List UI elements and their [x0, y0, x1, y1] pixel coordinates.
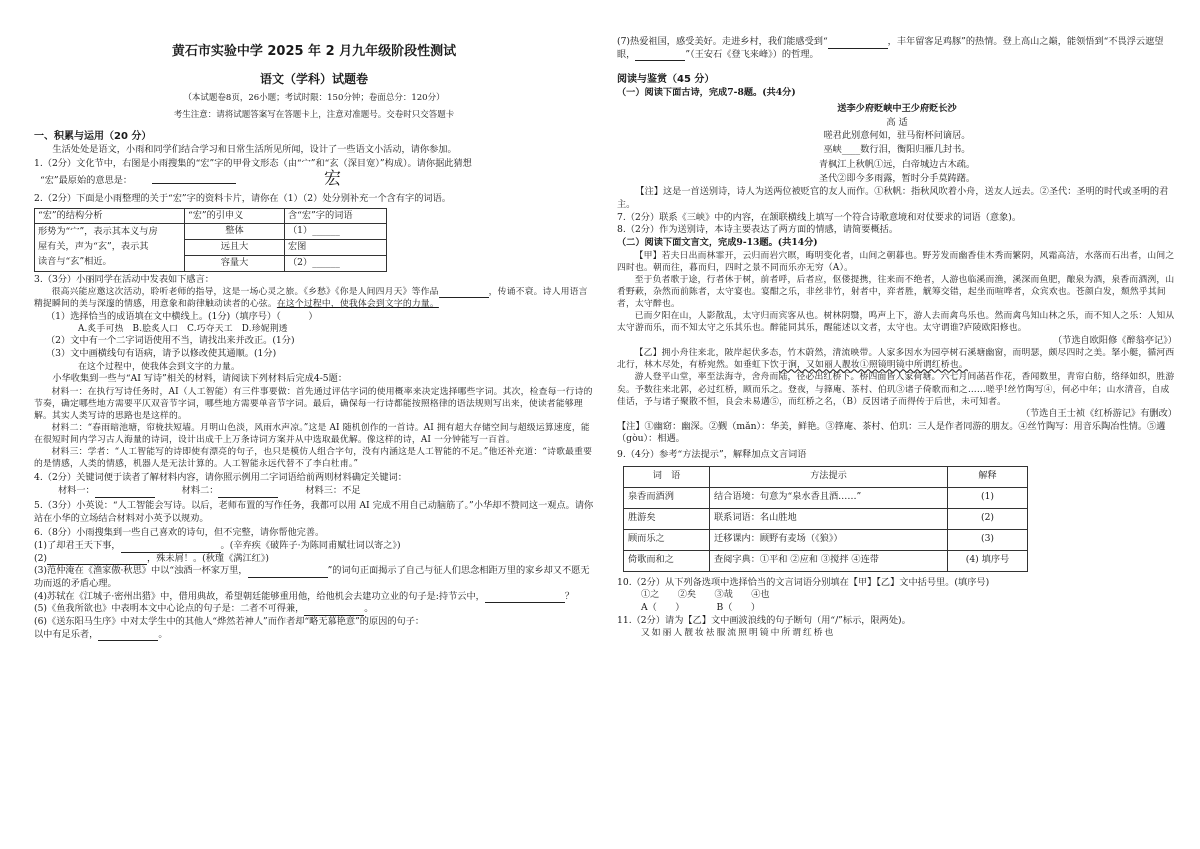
passage-jia-3: 已而夕阳在山，人影散乱，太守归而宾客从也。树林阴翳，鸣声上下，游人去而禽鸟乐也。然而禽鸟知山林之乐，而不知人之乐：人知从太守游而乐，而不知太守之乐其乐也。醉能同其乐，醒能述以文者，太守也。太守谓谁?庐陵欧阳修也。 [617, 311, 1175, 334]
exam-subtitle: 语文（学科）试题卷 [259, 71, 368, 86]
question-4-keywords [58, 485, 594, 498]
table-row [624, 487, 1028, 508]
question-9-table [623, 466, 1028, 572]
passage-yi-1 [617, 347, 1177, 371]
question-1-prompt: “宏”最原始的意思是： [40, 175, 133, 187]
table-cell-answer[interactable]: (3) [948, 529, 1028, 550]
section-2-heading: 阅读与鉴赏（45 分） [617, 74, 715, 86]
question-3-quote: 在这个过程中，使我体会到文字的力量。 [78, 361, 240, 372]
table-cell-tip: 迁移课内：顾野有麦场（《狼》） [710, 529, 948, 550]
subsection-1-heading: （一）阅读下面古诗，完成7-8题。(共4分) [617, 87, 796, 99]
q6-3-blank[interactable] [248, 569, 328, 578]
analysis-line: 读音与“玄”相近。 [38, 255, 112, 267]
table-cell-word: 宏图 [285, 240, 387, 256]
passage-yi-note: 【注】①幽窈：幽深。②觐（mǎn）：华美，鲜艳。③箨庵、茶村、伯玑：三人是作者同游的朋友。④丝竹陶写：用音乐陶冶性情。⑤遘（gòu）：相遇。 [617, 420, 1166, 445]
right-column [617, 36, 1177, 639]
question-9: 9.（4分）参考“方法提示”，解释加点文言词语 [617, 448, 807, 460]
question-3-sub-1: （1）选择恰当的成语填在文中横线上。(1分)（填序号）（ ） [46, 310, 318, 322]
q6-6-text: (6)《送东阳马生序》中对太学生中的其他人“烨然若神人”而作者却“略无慕艳意”的原因的句子： [34, 616, 425, 627]
table-header: “宏”的引申义 [185, 208, 285, 224]
q4-label-3: 材料三：不足 [305, 485, 361, 497]
q3-text-2: 诵不衰。诗人用语言精捉瞬间的美与深邃的情感，用意象和韵律触动读者的心弦。 [34, 287, 588, 310]
q3-underlined-sentence: 在这个过程中，使我体会到文字的 [276, 299, 412, 310]
exam-notice: 考生注意：请将试题答案写在答题卡上，注意对准题号。交卷时只交答题卡 [173, 110, 455, 121]
q3-underlined-sentence-end: 力量。 [411, 299, 439, 310]
q6-4-text: (4)苏轼在《江城子·密州出猎》中，借用典故，希望朝廷能够重用他，给他机会去建功立业的句子是:持节云中， [34, 590, 485, 602]
table-cell-analysis [35, 224, 185, 271]
q4-label-2: 材料二： [181, 485, 219, 497]
q6-2-blank[interactable] [47, 556, 147, 565]
table-cell-word[interactable]: （2）______ [285, 255, 387, 271]
question-6-1 [34, 540, 594, 553]
poem-line: 巫峡____数行泪，衡阳归雁几封书。 [823, 144, 971, 156]
q4-5-intro: 小华收集到一些与“AI 写诗”相关的材料，请阅读下列材料后完成4-5题： [52, 372, 348, 384]
q6-1-source: 。(辛弃疾《破阵子·为陈同甫赋壮词以寄之》) [220, 539, 401, 551]
question-11-sentence[interactable]: 又如丽人靓妆袪服流照明镜中所谓红桥也 [641, 628, 836, 639]
yi-text-1: 【乙】拥小舟往来北，陂岸起伏多态，竹木蔚然，清流映带。人家多因水为园亭树石溪塘幽窗，而明瑟，颇尽四时之美。拏小艇，循河西北行，林木尽处，有桥宛然。如垂虹下饮 [617, 348, 1175, 371]
table-cell-answer[interactable]: (4) 填序号 [948, 550, 1028, 571]
table-header: 词 语 [624, 466, 710, 487]
q6-2-text: (2) [34, 552, 48, 564]
poem-line: 嗟君此别意何如，驻马衔杯问谪居。 [823, 130, 971, 142]
q3-blank[interactable] [439, 290, 489, 299]
question-8: 8.（2分）作为送别诗，本诗主要表达了两方面的情感，请简要概括。 [617, 224, 899, 236]
table-cell-meaning: 远且大 [185, 240, 285, 256]
oracle-glyph-icon: 宏 [324, 169, 341, 190]
source-yi: （节选自王士祯《红桥游记》有删改） [1020, 407, 1177, 419]
table-header: 方法提示 [710, 466, 948, 487]
table-cell-word[interactable]: （1）______ [285, 224, 387, 240]
table-cell-tip: 联系词语：名山胜地 [710, 508, 948, 529]
q6-5-blank[interactable] [304, 607, 364, 616]
passage-jia-2: 至于负者歌于途，行者休于树，前者呼，后者应，伛偻提携，往来而不绝者，人游也临溪而渔，溪深而鱼肥，酿泉为酒，泉香而酒洌，山肴野蔌，杂然而前陈者，太守宴也。宴酣之乐，非丝非竹，射者中，弈者胜，觥筹交错，起坐而喧哗者，众宾欢也。苍颜白发，颓然乎其间者，太守醉也。 [617, 274, 1175, 310]
subsection-2-heading: （二）阅读下面文言文，完成9-13题。(共14分) [617, 236, 818, 248]
poem-title: 送李少府贬峡中王少府贬长沙 [837, 102, 957, 114]
question-6: 6.（8分）小雨搜集到一些自己喜欢的诗句，但不完整，请你帮他完善。 [34, 527, 325, 539]
table-row [624, 550, 1028, 571]
poem-note: 【注】这是一首送别诗，诗人为送两位被贬官的友人而作。①秋帆：指秋风吹着小舟，送友人远去。②圣代：圣明的时代或圣明的君主。 [617, 186, 1169, 210]
table-cell-word: 顾而乐之 [624, 529, 710, 550]
q6-5-tail: 。 [364, 603, 374, 615]
question-10-answers[interactable]: A（ ） B（ ） [641, 601, 761, 613]
table-cell-meaning: 容量大 [185, 255, 285, 271]
material-1: 材料一：在执行写诗任务时，AI（人工智能）有三件事要做：首先通过评估字词的使用概率来决定选择哪些字词。其次，检查每一行诗的节奏，确定哪些地方需要平仄双音节字词，哪些地方需要单音节字词。最后，确保每一行诗都能按照格律的语法规则写出来，使读者能够理解。其实人类写诗的思路也是这样的。 [34, 386, 593, 421]
q6-7-blank-2[interactable] [635, 52, 685, 61]
poem-line: 圣代②即今多雨露，暂时分手莫踌躇。 [818, 172, 976, 184]
question-6-6 [34, 616, 594, 629]
exam-title: 黄石市实验中学 2025 年 2 月九年级阶段性测试 [171, 44, 457, 59]
q6-6-text-b: 以中有足乐者， [34, 628, 99, 640]
table-row [624, 508, 1028, 529]
left-column [34, 36, 594, 641]
table-header: “宏”的结构分析 [35, 208, 185, 224]
section-1-heading: 一、积累与运用（20 分） [34, 130, 152, 142]
q6-5-text: (5)《鱼我所欲也》中表明本文中心论点的句子是：二者不可得兼， [34, 603, 305, 615]
table-cell-tip: 查阅字典：①平和 ②应和 ③搅拌 ④连带 [710, 550, 948, 571]
source-jia: （节选自欧阳修《醉翁亭记》） [1052, 334, 1177, 346]
table-header: 解释 [948, 466, 1028, 487]
q4-label-1: 材料一： [58, 485, 95, 497]
exam-note: （本试题卷8页，26小题；考试时限：150分钟；卷面总分：120分） [183, 93, 445, 104]
table-cell-word: 倚歌而和之 [624, 550, 710, 571]
question-1-answer-row [34, 171, 594, 191]
table-cell-answer[interactable]: (2) [948, 508, 1028, 529]
question-3-passage [34, 286, 594, 310]
poem-author: 高 适 [886, 116, 908, 128]
question-3-sub-2: （2）文中有一个二字词语使用不当，请找出来并改正。(1分) [46, 335, 295, 347]
passage-jia-1: 【甲】若夫日出而林霏开，云归而岩穴暝，晦明变化者，山间之朝暮也。野芳发而幽香佳木秀而繁阴，风霜高洁，水落而石出者，山间之四时也。朝而往，暮而归，四时之景不同而乐亦无穷（A）。 [617, 250, 1175, 273]
q6-4-blank[interactable] [485, 594, 565, 603]
question-6-3 [34, 565, 594, 590]
q6-7-tail: ”（王安石《登飞来峰》）的哲理。 [685, 48, 819, 60]
analysis-line: 形势为“宀”，表示其本义与房 [38, 226, 158, 238]
hong-table [34, 208, 387, 272]
question-10-options: ①之 ②矣 ③哉 ④也 [641, 589, 770, 601]
q6-1-blank[interactable] [121, 543, 221, 552]
table-cell-word: 泉香而酒洌 [624, 487, 710, 508]
q6-3-text: (3)范仲淹在《渔家傲·秋思》中以“浊酒一杯家万里， [34, 565, 248, 577]
q6-3-tail: ”的词句正面揭示了自己与征人们思念相距万里的家乡却又不愿无功而返的矛盾心理。 [34, 565, 590, 589]
question-6-6b [34, 629, 594, 642]
question-3-sub-3: （3）文中画横线句有语病，请予以修改使其通顺。(1分) [46, 348, 277, 360]
q6-2-source: ，殊未屑！。(秋瑾《满江红》) [147, 552, 270, 564]
question-10: 10.（2分）从下列备选项中选择恰当的文言词语分别填在【甲】【乙】文中括号里。(填序号) [617, 576, 990, 588]
question-7: 7.（2分）联系《三峡》中的内容，在颔联横线上填写一个符合诗歌意境和对仗要求的词语（意象)。 [617, 211, 1022, 223]
question-3: 3.（3分）小丽同学在活动中发表如下感言： [34, 273, 214, 285]
table-row [624, 529, 1028, 550]
question-5: 5.（3分）小英说：“人工智能会写诗。以后，老师布置的写作任务，我都可以用 AI 完成不用自己动脑筋了。”小华却不赞同这一观点。请你站在小华的立场结合材料对小英予以规劝。 [34, 499, 594, 524]
q6-1-text: (1)了却君王天下事， [34, 539, 121, 551]
material-2: 材料二：“春雨暗池塘，帘栊扶短墙。月明山色淡，风雨水声凉。”这是 AI 随机创作的一首诗。AI 拥有超大存储空间与超级运算速度，能在很短时间内学习古人海量的诗词，设计出成千上万条诗词方案并从中选取最优解。像这样的诗，AI 一分钟能写一百首。 [34, 422, 590, 446]
q6-6-tail: 。 [158, 628, 168, 640]
question-6-5 [34, 603, 594, 616]
q6-4-tail: ？ [564, 590, 575, 602]
question-1: 1.（2分）文化节中，右图是小雨搜集的“宏”字的甲骨文形态（由“宀”和“玄（深目宽）”构成）。请你据此猜想 [34, 158, 472, 170]
question-1-blank[interactable] [152, 174, 236, 184]
material-3: 材料三：学者：“人工智能写的诗即使有漂亮的句子，也只是模仿人组合字句，没有内涵这是人工智能的不足。”他还补充道：“诗歌最重要的是情感，人类的情感，机器人是无法计算的。人工智能永远代替不了李白杜甫。” [34, 447, 593, 470]
table-cell-tip: 结合语境：句意为“泉水香且酒……” [710, 487, 948, 508]
question-6-2 [34, 553, 594, 566]
table-cell-meaning: 整体 [185, 224, 285, 240]
q6-6-blank[interactable] [98, 632, 158, 641]
poem-line: 青枫江上秋帆①远，白帝城边古木疏。 [818, 158, 976, 170]
q6-7-text-b: ，丰年留客足鸡豚”的热情。登上高山之巅，能领悟到“不畏浮云遮望眼， [617, 36, 1164, 60]
passage-yi-2: 游人登平山堂，率至法海寺，舍舟而陆，径必出红桥下。桥四面皆人家荷塘。六七月间菡萏作花，香闻数里，青帘白舫，络绎如织，胜游矣。予数往来北郭，必过红桥，顾而乐之。登夜，与箨庵、茶村、伯玑③诸子倚歌而和之……嗟乎!丝竹陶写④，何必中年；山水清音，自成佳话，予与诸子聚散不恒，良会未易遘⑤，而红桥之名，（B）反因诸子而得传于后世，未可知者。 [617, 372, 1175, 407]
question-3-options: A.炙手可热 B.脍炙人口 C.巧夺天工 D.珍妮荆透 [78, 324, 288, 335]
analysis-line: 屋有关，声为“玄”，表示其 [38, 241, 149, 253]
question-4: 4.（2分）关键词便于读者了解材料内容，请你照示例用二字词语给前两则材料确定关键词： [34, 472, 407, 484]
q3-text-1: 很高兴能应邀这次活动，聆听老师的指导，这是一场心灵之旅。《乡愁》《你是人间四月天》等作品 [51, 287, 439, 298]
q3-text-1b: ，传 [488, 287, 507, 298]
question-6-7 [617, 36, 1177, 61]
table-header: 含“宏”字的词语 [285, 208, 387, 224]
question-2: 2.（2分）下面是小雨整理的关于“宏”字的资料卡片，请你在（1）（2）处分别补充一个含有字的词语。 [34, 193, 451, 205]
q6-7-blank-1[interactable] [828, 40, 888, 49]
yi-wavy-sentence: 于涧，又如丽人靓妆①照镜明镜中所谓红桥也。 [778, 360, 968, 371]
question-11: 11.（2分）请为【乙】文中画波浪线的句子断句（用“/”标示，限两处)。 [617, 614, 911, 626]
table-cell-answer[interactable]: (1) [948, 487, 1028, 508]
q6-7-text: (7)热爱祖国，感受美好。走进乡村，我们能感受到“ [617, 36, 828, 47]
q4-blank-1[interactable] [95, 489, 155, 498]
poem-body [617, 129, 1177, 186]
intro-text: 生活处处是语文，小雨和同学们结合学习和日常生活所见所闻，设计了一些语文小活动，请你参加。 [52, 143, 457, 155]
question-6-4 [34, 591, 594, 604]
q4-blank-2[interactable] [218, 489, 278, 498]
table-cell-word: 胜游矣 [624, 508, 710, 529]
